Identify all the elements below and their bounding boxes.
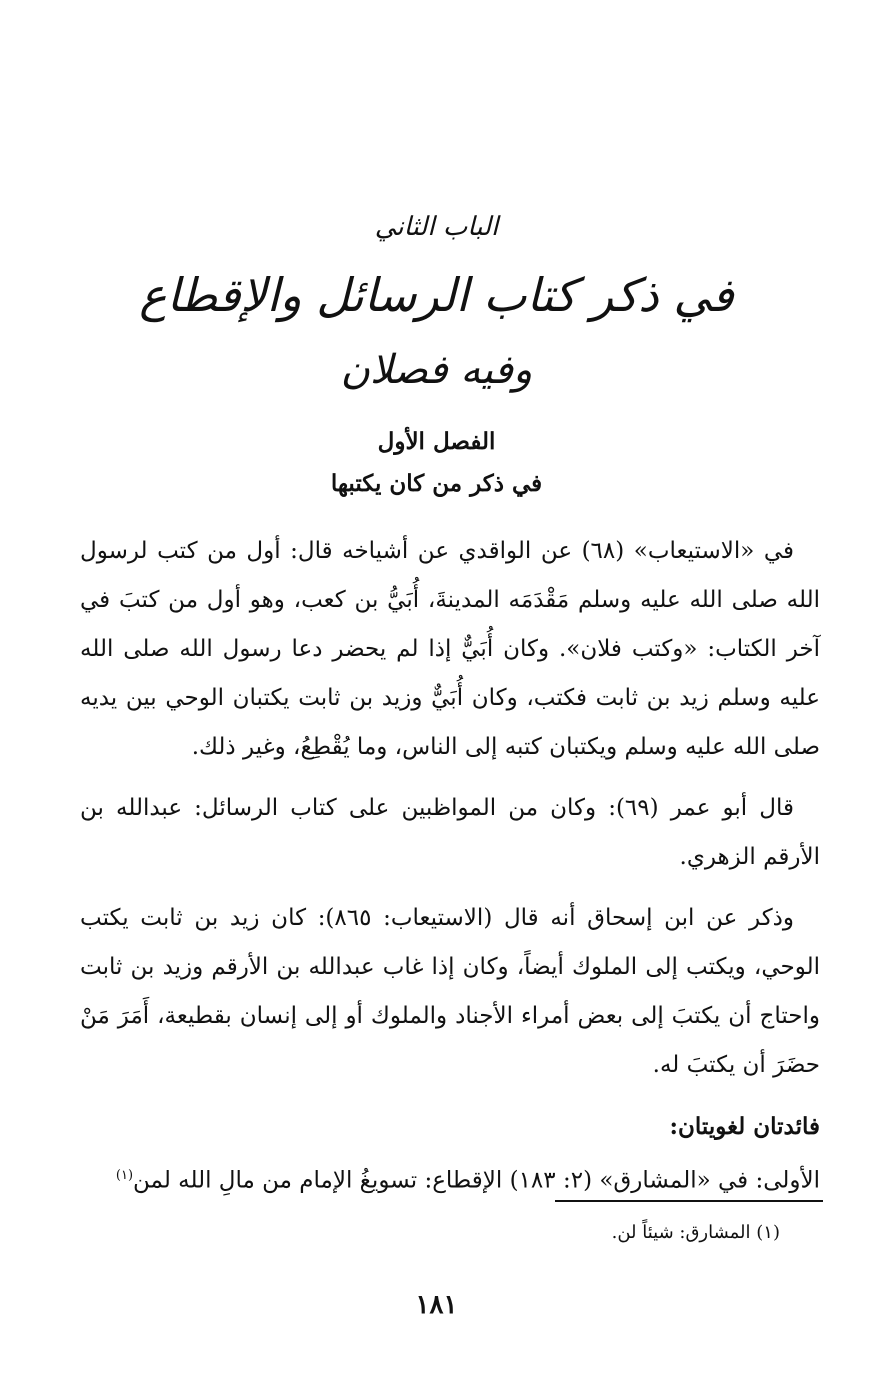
chapter-label: الباب الثاني <box>374 212 499 242</box>
chapter-title: في ذكر كتاب الرسائل والإقطاع <box>139 268 734 322</box>
lexical-heading: فائدتان لغويتان: <box>669 1113 820 1140</box>
paragraph-ibn-ishaq: وذكر عن ابن إسحاق أنه قال (الاستيعاب: ٨٦٥): كان زيد بن ثابت يكتب الوحي، ويكتب إلى الملوك أيضاً، وكان إذا غاب عبدالله بن الأرقم وزيد بن ثابت واحتاج أن يكتبَ إلى بعض أمراء الأجناد والملوك أو إلى إنسان بقطيعة، أَمَرَ مَنْ حضَرَ أن يكتبَ له. <box>80 905 820 1078</box>
section-subtitle: في ذكر من كان يكتبها <box>330 470 543 497</box>
footnote: (١) المشارق: شيئاً لن. <box>611 1222 780 1243</box>
first-note-text: الأولى: في «المشارق» (٢: ١٨٣) الإقطاع: تسويغُ الإمام من مالِ الله لمن <box>133 1167 820 1194</box>
paragraph-istiab: في «الاستيعاب» (٦٨) عن الواقدي عن أشياخه قال: أول من كتب لرسول الله صلى الله عليه وسلم مَقْدَمَه المدينةَ، أُبَيُّ بن كعب، وهو أول من كتبَ في آخر الكتاب: «وكتب فلان». وكان أُبَيٌّ إذا لم يحضر دعا رسول الله صلى الله عليه وسلم زيد بن ثابت فكتب، وكان أُبَيٌّ وزيد بن ثابت يكتبان الوحي بين يديه صلى الله عليه وسلم ويكتبان كتبه إلى الناس، وما يُقْطِعُ، وغير ذلك. <box>80 538 820 760</box>
footnote-marker: (١) <box>115 1168 134 1183</box>
footnote-divider <box>555 1200 823 1202</box>
first-lexical-note <box>80 1151 820 1206</box>
page-number: ١٨١ <box>415 1290 458 1320</box>
paragraph-abu-umar: قال أبو عمر (٦٩): وكان من المواظبين على كتاب الرسائل: عبدالله بن الأرقم الزهري. <box>80 795 820 870</box>
chapter-subtitle: وفيه فصلان <box>340 347 533 393</box>
section-title: الفصل الأول <box>377 428 496 455</box>
body-text <box>80 527 820 1218</box>
